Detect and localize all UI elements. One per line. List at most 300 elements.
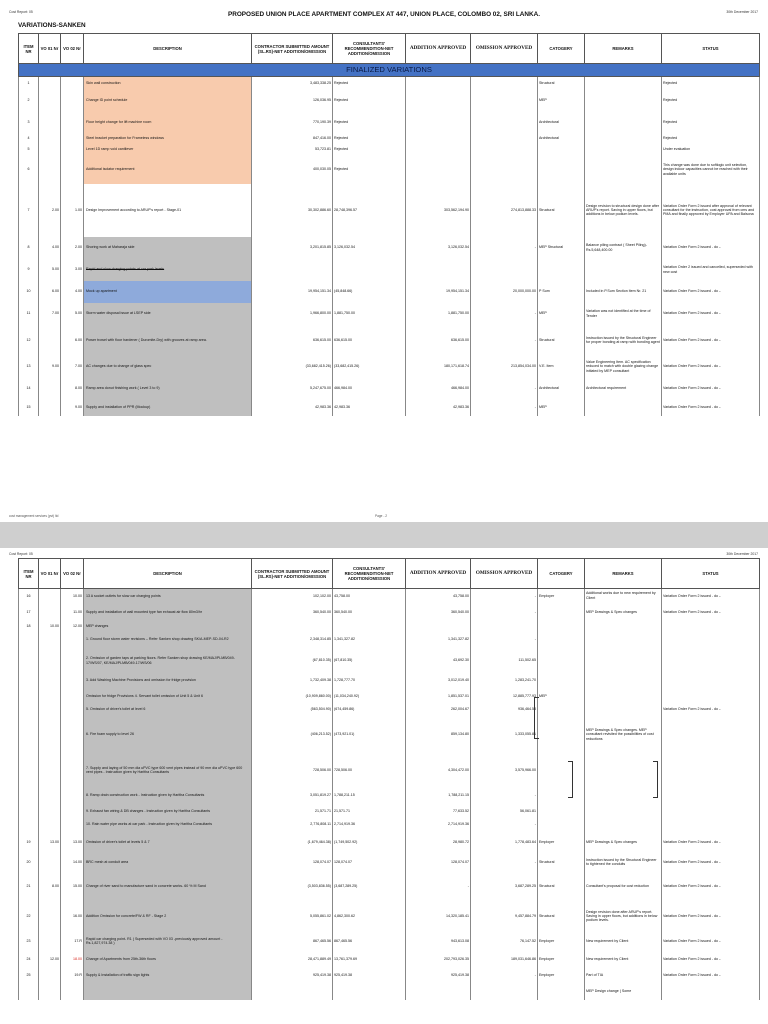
cell-vo01 (39, 833, 61, 853)
cell-text: (67,810.35) (334, 658, 353, 663)
cell-text: Structural (539, 913, 555, 918)
cell-contractor (252, 630, 333, 650)
cell-vo01 (39, 931, 61, 952)
cell-contractor (252, 589, 333, 603)
cell-remarks (585, 303, 662, 325)
cell-addition (406, 968, 471, 984)
cell-text: Architectural (539, 136, 559, 141)
cell-text: 12,885,777.93 (513, 694, 536, 699)
cell-status (662, 806, 760, 817)
cell-text: 19 (26, 840, 31, 845)
cell-item (19, 400, 39, 416)
cell-text: Variation Order Form 2 issued - do -. (663, 289, 722, 294)
cell-text: 5. Omission of driver's toilet at level 6 (86, 707, 146, 712)
cell-category (538, 952, 585, 968)
cell-text: 6.00 (52, 289, 59, 294)
column-header-vo01: VO 01 Nr (39, 559, 61, 589)
cell-consultant (333, 630, 406, 650)
cell-text: Omission of driver's toilet at levels 5 & 7 (86, 840, 150, 845)
cell-text: Rejected (334, 120, 349, 125)
table-row (19, 378, 760, 400)
cell-text: 8.00 (52, 884, 59, 889)
cell-contractor (252, 786, 333, 806)
cell-omission (471, 77, 538, 90)
section-title: FINALIZED VARIATIONS (19, 64, 760, 77)
cell-desc (84, 259, 252, 281)
cell-text: Change ID point schedule (86, 98, 128, 103)
cell-desc (84, 156, 252, 184)
cell-text: Instruction issued by the Structural Engineer for proper bonding at ramp with bonding agent (586, 335, 660, 344)
column-header-desc: DESCRIPTION (84, 34, 252, 64)
cell-omission (471, 303, 538, 325)
cell-desc (84, 589, 252, 603)
cell-text: Floor height change for lift machine room (86, 120, 152, 125)
cell-contractor (252, 984, 333, 1000)
cell-addition (406, 689, 471, 705)
cell-text: 2.00 (75, 245, 82, 250)
variations-table-continued (18, 558, 760, 1000)
cell-contractor (252, 112, 333, 134)
cell-category (538, 672, 585, 689)
cell-text: Rejected (334, 136, 349, 141)
cell-text: - (534, 386, 536, 391)
cell-status (662, 833, 760, 853)
cell-category (538, 378, 585, 400)
cell-text: 128,074.07 (451, 859, 469, 864)
cell-addition (406, 90, 471, 112)
cell-text: 728,506.00 (313, 767, 331, 772)
cell-desc (84, 630, 252, 650)
cell-text: 6 (27, 167, 30, 172)
cell-text: 17.R (74, 938, 82, 943)
column-header-remarks: REMARKS (585, 34, 662, 64)
cell-addition (406, 806, 471, 817)
cell-remarks (585, 755, 662, 786)
cell-desc (84, 833, 252, 853)
cell-text: 2.00 (52, 207, 59, 212)
cell-addition (406, 378, 471, 400)
column-header-contractor: CONTRACTOR SUBMITTED AMOUNT (SL.RS)-NET ADDITION/OMISSION (252, 34, 333, 64)
cell-text: 400,030.05 (313, 167, 331, 172)
cell-text: 1,788,211.15 (334, 793, 355, 798)
cell-vo02 (61, 77, 84, 90)
cell-vo02 (61, 806, 84, 817)
cell-text: P Sum (539, 289, 550, 294)
cell-contractor (252, 817, 333, 833)
cell-remarks (585, 356, 662, 378)
cell-desc (84, 112, 252, 134)
cell-desc (84, 603, 252, 623)
table-row (19, 931, 760, 952)
cell-status (662, 400, 760, 416)
cell-text: 42,983.36 (453, 405, 469, 410)
cell-consultant (333, 902, 406, 931)
cell-text: Storm water disposal issue at LSEP side (86, 311, 151, 316)
cell-consultant (333, 134, 406, 144)
cell-remarks (585, 90, 662, 112)
cell-text: 4,304,472.00 (448, 767, 469, 772)
cell-contractor (252, 853, 333, 872)
table-row (19, 623, 760, 630)
cell-remarks (585, 630, 662, 650)
cell-text: Employer (539, 593, 555, 598)
cell-category (538, 90, 585, 112)
cell-desc (84, 672, 252, 689)
cell-item (19, 259, 39, 281)
cell-vo02 (61, 968, 84, 984)
cell-desc (84, 715, 252, 755)
cell-omission (471, 134, 538, 144)
cell-item (19, 603, 39, 623)
cell-addition (406, 259, 471, 281)
cell-text: 4 (27, 136, 30, 141)
cell-item (19, 156, 39, 184)
cell-item (19, 356, 39, 378)
cell-vo02 (61, 281, 84, 303)
cell-text: 7 (27, 207, 30, 212)
table-row (19, 984, 760, 1000)
cell-contractor (252, 755, 333, 786)
cell-addition (406, 112, 471, 134)
cell-text: 10.00 (73, 593, 82, 598)
cell-omission (471, 984, 538, 1000)
cell-text: 21,571.71 (334, 808, 350, 813)
cell-text: 9.00 (52, 364, 59, 369)
cell-remarks (585, 623, 662, 630)
cell-addition (406, 952, 471, 968)
cell-text: This change was done due to softlogic unit selection, design indoor capacities cannot be reached with their available units (663, 163, 748, 176)
cell-vo01 (39, 589, 61, 603)
cell-text: 4.00 (75, 289, 82, 294)
cell-remarks (585, 400, 662, 416)
cell-omission (471, 90, 538, 112)
cell-status (662, 156, 760, 184)
cell-omission (471, 853, 538, 872)
table-row (19, 259, 760, 281)
cell-text: 9.00 (75, 405, 82, 410)
cell-text: 1,881,750.00 (334, 311, 355, 316)
cell-text: 5.00 (75, 311, 82, 316)
cell-text: 24 (26, 957, 31, 962)
cell-text: (1,679,464.38) (307, 840, 331, 845)
cell-text: 5,247,675.00 (310, 386, 331, 391)
cell-contractor (252, 689, 333, 705)
cell-item (19, 184, 39, 237)
cell-consultant (333, 672, 406, 689)
cell-remarks (585, 378, 662, 400)
cell-vo02 (61, 902, 84, 931)
cell-item (19, 112, 39, 134)
cell-item (19, 378, 39, 400)
cell-consultant (333, 378, 406, 400)
cell-text: (406,213.52) (310, 732, 331, 737)
cell-desc (84, 77, 252, 90)
table-row (19, 853, 760, 872)
cell-omission (471, 931, 538, 952)
cell-addition (406, 853, 471, 872)
cell-category (538, 77, 585, 90)
cell-omission (471, 356, 538, 378)
cell-consultant (333, 156, 406, 184)
cell-item (19, 134, 39, 144)
cell-status (662, 281, 760, 303)
cell-text: Structural (539, 81, 555, 86)
cell-text: 925,419.38 (313, 973, 331, 978)
report-date: 30th December 2017 (726, 10, 758, 14)
cell-addition (406, 281, 471, 303)
cell-text: 21 (26, 884, 31, 889)
cell-text: 7.00 (75, 364, 82, 369)
cell-text: Instruction issued by the Structural Engineer to tightened the conduits (586, 857, 657, 866)
cell-addition (406, 303, 471, 325)
cell-addition (406, 356, 471, 378)
cell-vo01 (39, 184, 61, 237)
cell-contractor (252, 356, 333, 378)
cell-text: 19,954,151.34 (446, 289, 469, 294)
cell-text: 23 (26, 938, 31, 943)
cell-consultant (333, 817, 406, 833)
cell-text: Variation was not identified at the time of Tender (586, 309, 651, 318)
cell-text: (563,504.90) (310, 707, 331, 712)
cell-status (662, 623, 760, 630)
cell-desc (84, 952, 252, 968)
cell-vo02 (61, 184, 84, 237)
cell-omission (471, 281, 538, 303)
cell-item (19, 853, 39, 872)
column-header-contractor: CONTRACTOR SUBMITTED AMOUNT (SL.RS)-NET ADDITION/OMISSION (252, 559, 333, 589)
cell-text: MEP (539, 405, 547, 410)
cell-remarks (585, 817, 662, 833)
cell-addition (406, 134, 471, 144)
cell-vo01 (39, 603, 61, 623)
cell-consultant (333, 689, 406, 705)
cell-text: 19,954,151.34 (308, 289, 331, 294)
cell-consultant (333, 400, 406, 416)
cell-desc (84, 853, 252, 872)
cell-text: 303,562,194.90 (444, 207, 469, 212)
cell-consultant (333, 603, 406, 623)
cell-category (538, 112, 585, 134)
cell-text: Variation Order Form 2 issued - do -. (663, 973, 722, 978)
cell-status (662, 650, 760, 672)
cell-addition (406, 325, 471, 356)
cell-text: Rejected (663, 98, 678, 103)
cell-vo02 (61, 853, 84, 872)
cell-text: Consultant's proposal for cost reduction (586, 884, 650, 889)
cell-omission (471, 952, 538, 968)
cell-addition (406, 589, 471, 603)
column-header-omission: OMISSION APPROVED (471, 34, 538, 64)
cell-text: 3,575,966.00 (515, 767, 536, 772)
cell-text: 1,881,750.00 (448, 311, 469, 316)
cell-text: 847,416.00 (313, 136, 331, 141)
cell-contractor (252, 952, 333, 968)
cell-desc (84, 872, 252, 902)
cell-text: (11,034,240.92) (334, 694, 360, 699)
cell-text: Rapid car charging point- R1 ( Superseded with VO 03 -previously approved amount - Rs.1,827,974.38 ) (86, 936, 223, 945)
cell-text: New requirement by Client (586, 938, 629, 943)
cell-vo02 (61, 689, 84, 705)
cell-vo01 (39, 755, 61, 786)
cell-category (538, 400, 585, 416)
cell-vo01 (39, 90, 61, 112)
cell-text: Mock up apartment (86, 289, 117, 294)
cell-text: 3,126,032.54 (334, 245, 355, 250)
table-row (19, 237, 760, 259)
cell-text: Architectural requirement (586, 386, 627, 391)
cell-vo01 (39, 356, 61, 378)
table-row (19, 144, 760, 156)
cell-text: Rejected (663, 81, 678, 86)
cell-text: 466,984.00 (451, 386, 469, 391)
table-row (19, 817, 760, 833)
table-row (19, 672, 760, 689)
cell-consultant (333, 112, 406, 134)
group-bracket (534, 697, 539, 739)
cell-category (538, 603, 585, 623)
cell-desc (84, 281, 252, 303)
cell-text: Design revision to structural design done after ARUP's report. Saving in upper floors, but additions in below podium levels. (586, 203, 660, 217)
cell-desc (84, 817, 252, 833)
cell-text: 3.00 (75, 267, 82, 272)
cell-status (662, 112, 760, 134)
cell-text: Additional isolator requirement (86, 167, 135, 172)
cell-vo01 (39, 984, 61, 1000)
cell-text: Rejected (334, 81, 349, 86)
cell-status (662, 968, 760, 984)
cell-vo02 (61, 156, 84, 184)
cell-text: 1,341,327.82 (334, 637, 355, 642)
footer-company: cost management services (pvt) ltd (9, 514, 59, 518)
cell-text: 925,419.38 (334, 973, 352, 978)
column-header-status: STATUS (662, 559, 760, 589)
cell-remarks (585, 806, 662, 817)
cell-text: Variation Order Form 2 issued - do -. (663, 610, 722, 615)
cell-consultant (333, 281, 406, 303)
cell-item (19, 705, 39, 715)
cell-addition (406, 786, 471, 806)
cell-remarks (585, 237, 662, 259)
cell-text: Employer (539, 973, 555, 978)
cell-text: 202,793,026.35 (444, 957, 469, 962)
cell-omission (471, 589, 538, 603)
table-row (19, 902, 760, 931)
cell-omission (471, 630, 538, 650)
cell-vo01 (39, 303, 61, 325)
cell-desc (84, 650, 252, 672)
table-row (19, 325, 760, 356)
cell-vo02 (61, 650, 84, 672)
cell-desc (84, 931, 252, 952)
cell-text: Rapid and slow charging points at car park levels (86, 267, 165, 272)
cell-omission (471, 715, 538, 755)
cell-addition (406, 630, 471, 650)
cell-omission (471, 786, 538, 806)
cell-item (19, 755, 39, 786)
cell-category (538, 872, 585, 902)
cell-text: Design Improvement according to ARUP's report - Stage-01 (86, 207, 182, 212)
cell-desc (84, 902, 252, 931)
cell-text: Employer (539, 840, 555, 845)
cell-text: 1,851,537.01 (448, 694, 469, 699)
cell-omission (471, 817, 538, 833)
cell-text: 43,758.00 (453, 593, 469, 598)
cell-vo02 (61, 237, 84, 259)
cell-addition (406, 872, 471, 902)
table-row (19, 755, 760, 786)
column-header-vo02: VO 02 Nr (61, 559, 84, 589)
table-row (19, 872, 760, 902)
cell-text: - (467, 884, 469, 889)
cell-consultant (333, 184, 406, 237)
cell-vo02 (61, 356, 84, 378)
cell-text: 28,980.72 (453, 840, 469, 845)
cell-text: 76,147.52 (520, 938, 536, 943)
cell-text: 360,540.00 (451, 610, 469, 615)
table-row (19, 650, 760, 672)
cell-text: 770,190.39 (313, 120, 331, 125)
cell-text: (3,687,289.25) (334, 884, 358, 889)
cell-vo01 (39, 872, 61, 902)
cell-remarks (585, 853, 662, 872)
cell-text: 636,615.00 (334, 337, 352, 342)
cell-omission (471, 755, 538, 786)
table-row (19, 968, 760, 984)
column-header-consultant: CONSULTANTS' RECOMMENDITION-NET ADDITION/OMISSION (333, 559, 406, 589)
cell-text: Rejected (663, 120, 678, 125)
cell-item (19, 589, 39, 603)
cell-vo01 (39, 77, 61, 90)
cell-category (538, 650, 585, 672)
table-row (19, 112, 760, 134)
cell-vo02 (61, 90, 84, 112)
cell-desc (84, 400, 252, 416)
cell-addition (406, 156, 471, 184)
cell-text: (45,848.66) (334, 289, 353, 294)
cell-category (538, 689, 585, 705)
cell-status (662, 237, 760, 259)
cell-remarks (585, 112, 662, 134)
cell-omission (471, 112, 538, 134)
cell-text: 5.00 (52, 267, 59, 272)
report-date: 30th December 2017 (726, 552, 758, 556)
cell-contractor (252, 281, 333, 303)
cell-addition (406, 77, 471, 90)
column-header-addition: ADDITION APPROVED (406, 34, 471, 64)
cell-status (662, 715, 760, 755)
cell-remarks (585, 144, 662, 156)
cell-status (662, 872, 760, 902)
group-bracket (653, 761, 658, 798)
cell-text: Structural (539, 859, 555, 864)
cell-text: Variation Order Form 2 issued after approval of relevant consultant for the instruction, cost approval from cms and PMA and finally approved by Employer UPA and Balsona (663, 203, 755, 217)
cell-consultant (333, 853, 406, 872)
cell-text: 1,333,055.81 (515, 732, 536, 737)
cell-status (662, 931, 760, 952)
cell-text: 53,723.81 (315, 147, 331, 152)
cell-text: 9. Exhaust fan wiring & DB changes - Instruction given by Haritha Consultants (86, 808, 211, 813)
cell-consultant (333, 356, 406, 378)
cell-vo02 (61, 872, 84, 902)
cell-vo02 (61, 378, 84, 400)
table-row (19, 90, 760, 112)
cell-remarks (585, 968, 662, 984)
cell-vo02 (61, 623, 84, 630)
cell-text: 636,615.00 (313, 337, 331, 342)
table-row (19, 184, 760, 237)
cell-contractor (252, 705, 333, 715)
cell-status (662, 90, 760, 112)
